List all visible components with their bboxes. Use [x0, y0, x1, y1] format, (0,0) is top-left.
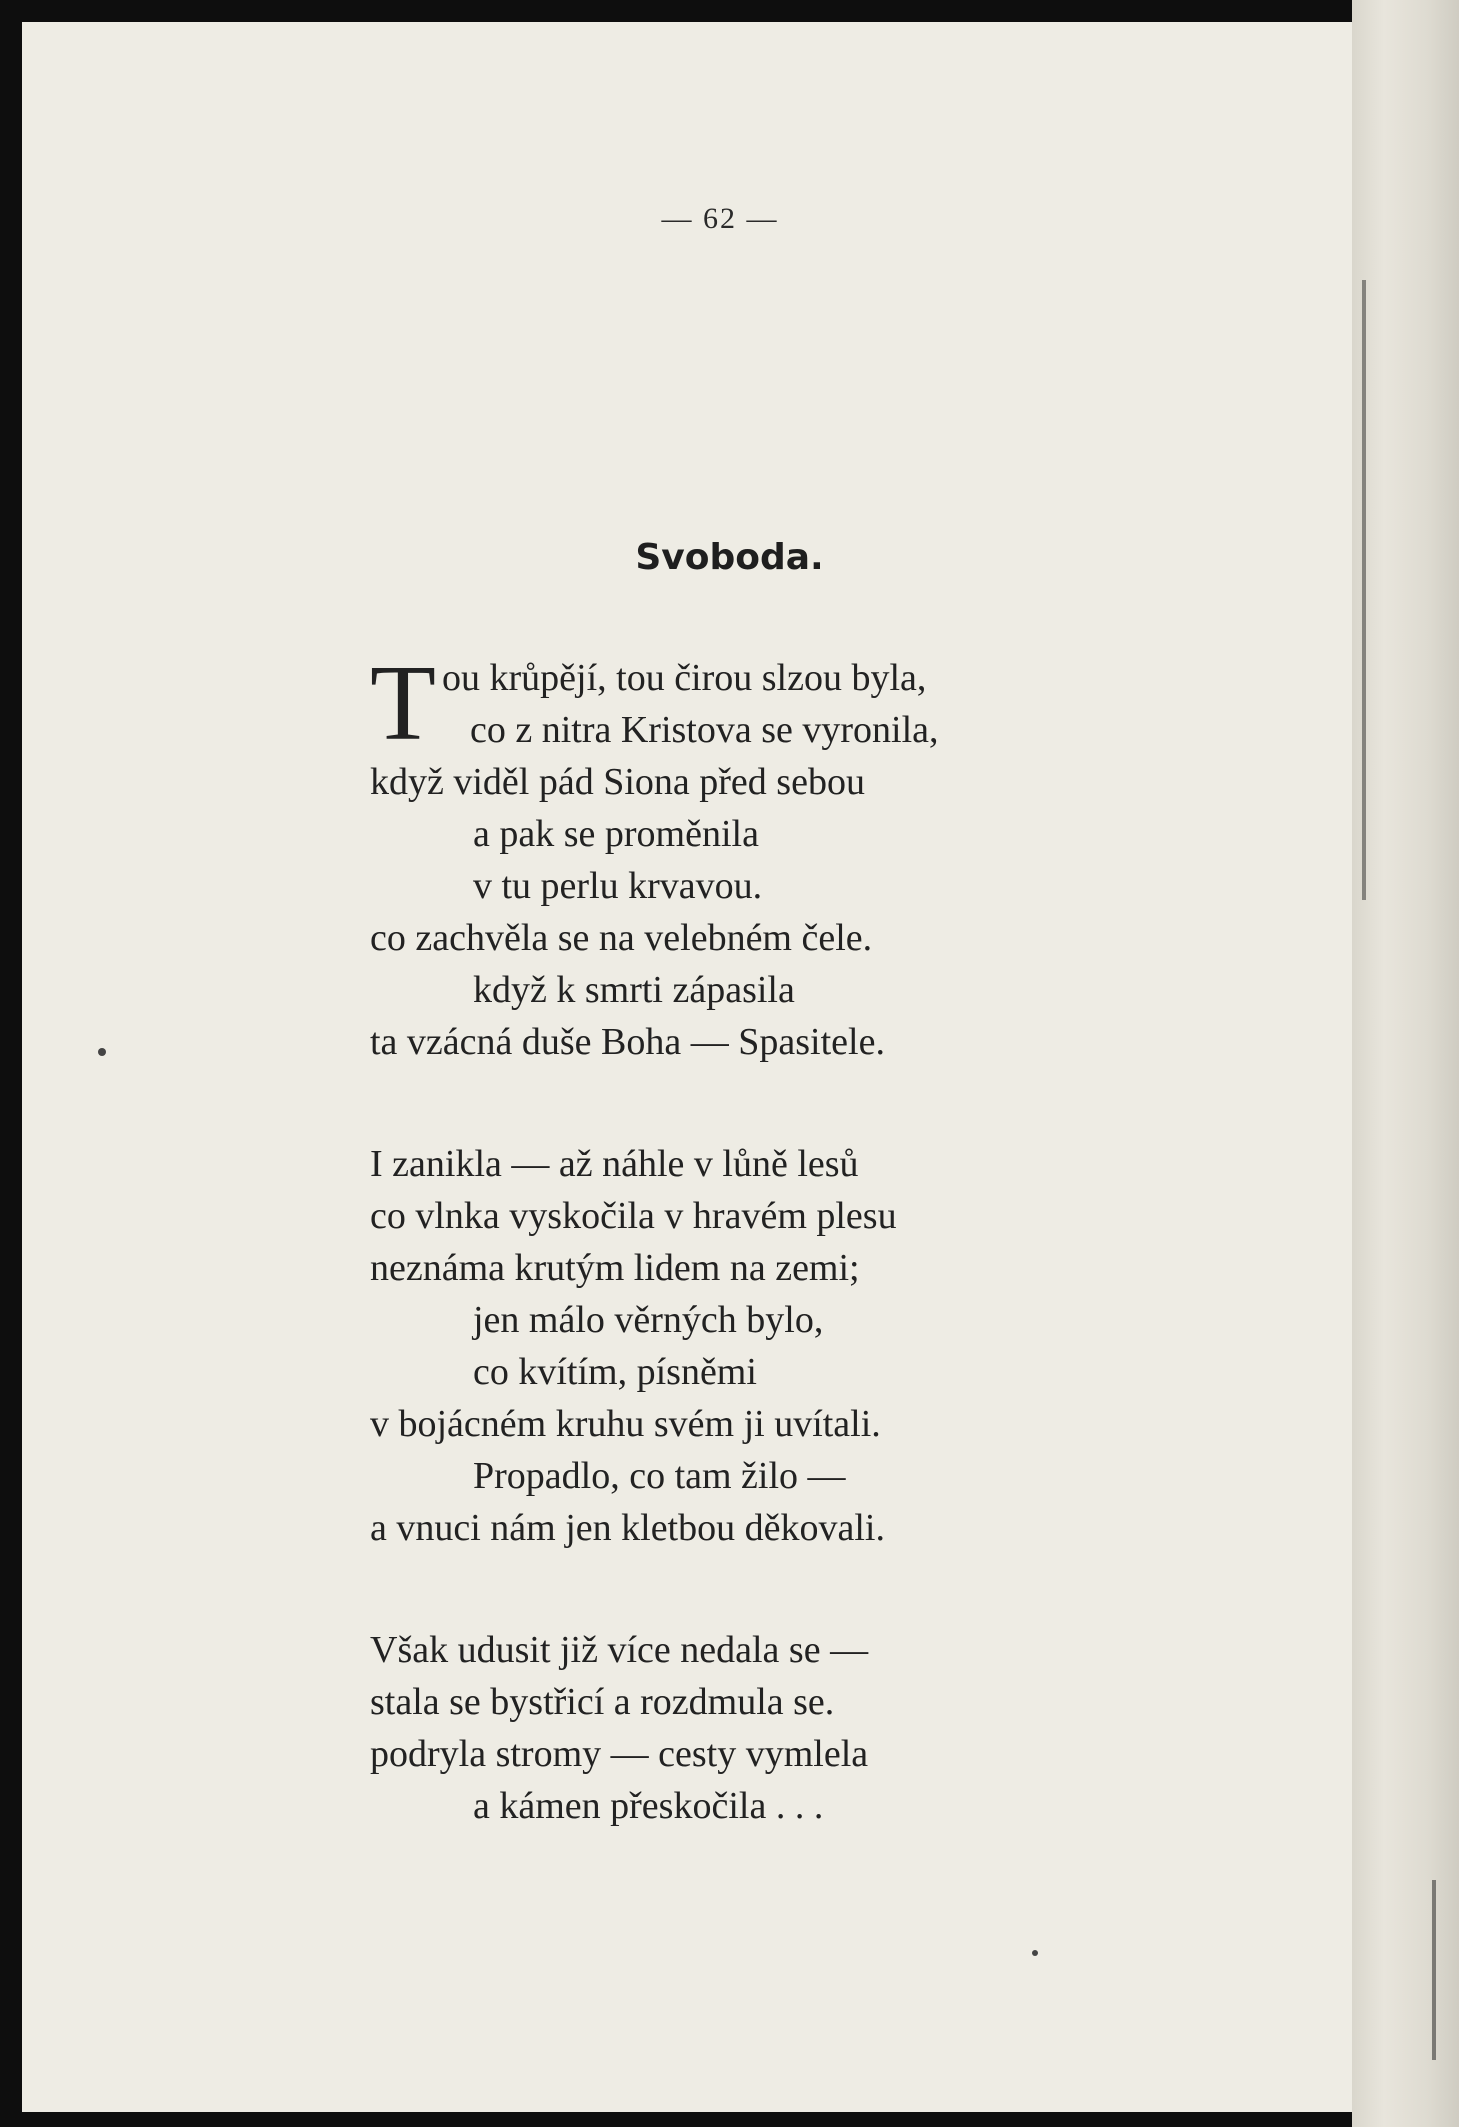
print-speck	[98, 1048, 106, 1056]
verse-line: jen málo věrných bylo,	[473, 1299, 824, 1341]
verse-line: co vlnka vyskočila v hravém plesu	[370, 1195, 897, 1237]
verse-line: Však udusit již více nedala se —	[370, 1629, 869, 1671]
verse-line: neznáma krutým lidem na zemi;	[370, 1247, 860, 1289]
verse-line: a kámen přeskočila . . .	[473, 1785, 824, 1827]
verse-line: ou krůpějí, tou čirou slzou byla,	[442, 657, 927, 699]
verse-line: co zachvěla se na velebném čele.	[370, 917, 873, 959]
page-number: — 62 —	[661, 202, 779, 235]
verse-line: v bojácném kruhu svém ji uvítali.	[370, 1403, 881, 1445]
verse-line: co z nitra Kristova se vyronila,	[470, 709, 939, 751]
verse-line: co kvítím, písněmi	[473, 1351, 757, 1393]
stanza-3	[370, 1624, 868, 1832]
book-gutter	[1352, 0, 1459, 2127]
verse-line: když viděl pád Siona před sebou	[370, 761, 865, 803]
stanza-2	[370, 1138, 897, 1554]
verse-line: v tu perlu krvavou.	[473, 865, 763, 907]
gutter-shadow	[1362, 280, 1366, 900]
print-speck	[1032, 1950, 1038, 1956]
verse-line: když k smrti zápasila	[473, 969, 795, 1011]
verse-line: a vnuci nám jen kletbou děkovali.	[370, 1507, 885, 1549]
drop-cap: T	[370, 644, 436, 763]
verse-line: I zanikla — až náhle v lůně lesů	[370, 1143, 859, 1185]
gutter-shadow-lower	[1432, 1880, 1436, 2060]
verse-line: ta vzácná duše Boha — Spasitele.	[370, 1021, 885, 1063]
stanza-1	[370, 644, 939, 1068]
poem-title: Svoboda.	[635, 537, 824, 578]
verse-line: Propadlo, co tam žilo —	[473, 1455, 846, 1497]
verse-line: stala se bystřicí a rozdmula se.	[370, 1681, 835, 1723]
verse-line: podryla stromy — cesty vymlela	[370, 1733, 869, 1775]
verse-line: a pak se proměnila	[473, 813, 759, 855]
